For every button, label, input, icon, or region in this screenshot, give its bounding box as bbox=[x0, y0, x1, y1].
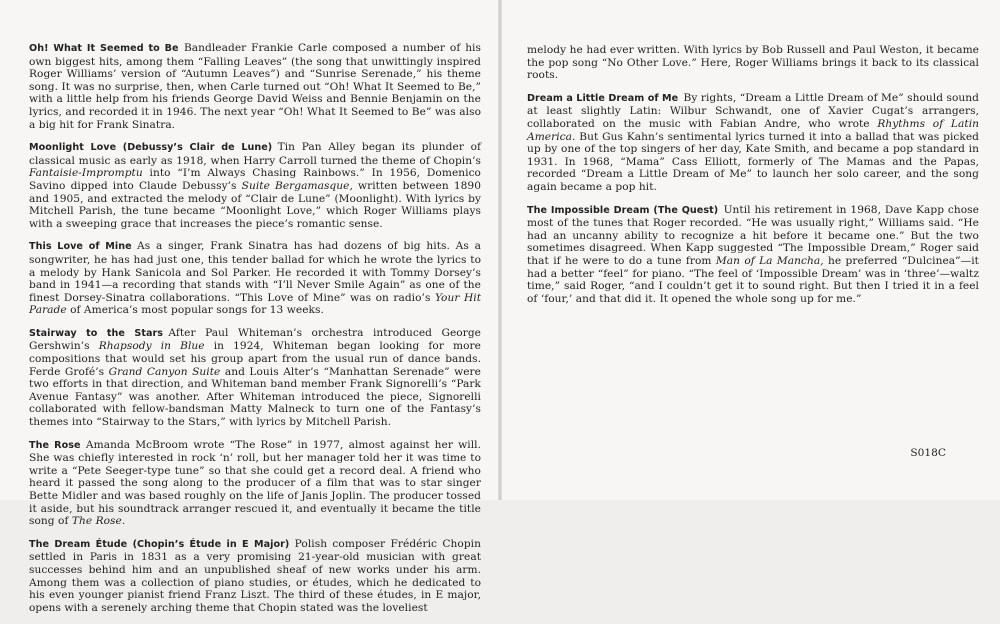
italic-text: Suite Bergamasque, bbox=[241, 179, 353, 192]
italic-text: Grand Canyon Suite bbox=[108, 365, 221, 378]
song-title: Oh! What It Seemed to Be bbox=[29, 43, 179, 54]
note-text: melody he had ever written. With lyrics by Bob Russell and Paul Weston, it became the pop song “No Other Love.” Here, Roger Williams brings it back to its classical roots. bbox=[527, 44, 979, 82]
song-note bbox=[29, 439, 481, 528]
italic-text: Fantaisie-Impromptu bbox=[29, 167, 143, 180]
note-text: in 1924, Whiteman began looking for more compositions that would set his group apart from the usual run of dance bands. Ferde Grofé’s bbox=[29, 340, 481, 378]
note-text: Bandleader Frankie Carle composed a number of his own biggest hits, among them “Falling Leaves” (the song that unwittingly inspired Roger Williams’ version of “Autumn Leaves”) and “Sunrise Serenade,” his theme song. It was no surprise, then, when Carle turned out “Oh! What It Seemed to Be,” with a little help from his friends George David Weiss and Bennie Benjamin on the lyrics, and recorded it in 1946. The next year “Oh! What It Seemed to Be” was also a big hit for Frank Sinatra. bbox=[29, 42, 481, 131]
note-text: of America’s most popular songs for 13 weeks. bbox=[66, 304, 324, 317]
note-text: Polish composer Frédéric Chopin settled in Paris in 1831 as a very promising 21-year-old musician with great successes behind him and an unpublished sheaf of new works under his arm. Among them was a collection of piano studies, or études, which he dedicated to his even younger pianist friend Franz Liszt. The third of these études, in E major, opens with a serenely arching theme that Chopin stated was the loveliest bbox=[29, 537, 481, 614]
song-note bbox=[29, 141, 481, 230]
song-note bbox=[29, 327, 481, 429]
note-text: and Louis Alter’s “Manhattan Serenade” were two efforts in that direction, and Whiteman band member Frank Signorelli’s “Park Avenue Fantasy” was another. After Whiteman introduced the piece, Signorelli collaborated with fellow-bandsman Matty Malneck to turn one of the Fantasy’s themes into “Stairway to the Stars,” with lyrics by Mitchell Parish. bbox=[29, 365, 481, 429]
song-note bbox=[527, 204, 979, 306]
left-column bbox=[29, 42, 481, 624]
left-page bbox=[0, 0, 498, 614]
song-note bbox=[29, 538, 481, 615]
italic-text: Rhapsody in Blue bbox=[98, 340, 205, 353]
note-text: But Gus Kahn’s sentimental lyrics turned it into a ballad that was picked up by one of the top singers of her day, Kate Smith, and became a pop standard in 1931. In 1968, “Mama” Cass Elliott, formerly of The Mamas and the Papas, recorded “Dream a Little Dream of Me” to launch her solo career, and the song again became a pop hit. bbox=[527, 130, 979, 193]
song-title: Moonlight Love (Debussy’s Clair de Lune) bbox=[29, 142, 273, 154]
note-text: By rights, “Dream a Little Dream of Me” should sound at least slightly Latin: Wilbur Schwandt, one of Xavier Cugat’s arrangers, collaborated on the music with Fabian Andre, who wrote bbox=[527, 91, 979, 130]
song-note bbox=[29, 240, 481, 317]
song-title: The Dream Étude (Chopin’s Étude in E Major) bbox=[29, 538, 290, 550]
note-text: Amanda McBroom wrote “The Rose” in 1977, almost against her will. She was chiefly interested in rock ‘n’ roll, but her manager told her it was time to write a “Pete Seeger-type tune” so that she could get a record deal. A friend who heard it passed the song along to the producer of a film that was to star singer Bette Midler and was based roughly on the life of Janis Joplin. The producer tossed it aside, but his soundtrack arranger rescued it, and eventually it became the title song of bbox=[29, 438, 481, 528]
note-text: into “I’m Always Chasing Rainbows.” In 1956, Domenico Savino dipped into Claude Debussy’s bbox=[29, 167, 481, 192]
song-note bbox=[29, 42, 481, 131]
song-title: The Rose bbox=[29, 439, 81, 451]
note-text: Until his retirement in 1968, Dave Kapp chose most of the tunes that Roger recorded. “He was usually right,” Williams said. “He had an uncanny ability to recognize a hit before it became one.” But the two sometimes disagreed. When Kapp suggested “The Impossible Dream,” Roger said that if he were to do a tune from bbox=[527, 203, 979, 267]
note-text: Tin Pan Alley began its plunder of classical music as early as 1918, when Harry Carroll turned the theme of Chopin’s bbox=[29, 141, 482, 167]
song-title: The Impossible Dream (The Quest) bbox=[527, 204, 719, 216]
song-note bbox=[527, 44, 979, 82]
note-text: After Paul Whiteman’s orchestra introduced George Gershwin’s bbox=[29, 326, 481, 353]
right-column bbox=[527, 44, 979, 315]
italic-text: Man of La Mancha, bbox=[715, 254, 824, 267]
italic-text: The Rose. bbox=[71, 515, 126, 528]
italic-text: Rhythms of Latin America. bbox=[527, 117, 980, 143]
italic-text: Your Hit Parade bbox=[29, 291, 481, 317]
song-title: Dream a Little Dream of Me bbox=[527, 92, 679, 104]
song-title: Stairway to the Stars bbox=[29, 327, 164, 339]
note-text: he preferred “Dulcinea”—it had a better “feel” for piano. “The feel of ‘Impossible Dream’ was in ‘three’—waltz time,” said Roger, “and I couldn’t get it to sound right. But then I tried it in a feel of ‘four,’ and that did it. It opened the whole song up for me.” bbox=[527, 254, 979, 305]
note-text: written between 1890 and 1905, and extracted the melody of “Clair de Lune” (Moonlight). With lyrics by Mitchell Parish, the tune became “Moonlight Love,” which Roger Williams plays with a sweeping grace that increases the piece’s romantic sense. bbox=[29, 179, 481, 230]
catalog-code: S018C bbox=[910, 447, 946, 459]
note-text: As a singer, Frank Sinatra has had dozens of big hits. As a songwriter, he has had just one, this tender ballad for which he wrote the lyrics to a melody by Hank Sanicola and Sol Parker. He recorded it with Tommy Dorsey’s band in 1941—a recording that stands with “I’ll Never Smile Again” as one of the finest Dorsey-Sinatra collaborations. “This Love of Mine” was on radio’s bbox=[29, 240, 481, 304]
song-title: This Love of Mine bbox=[29, 241, 132, 253]
song-note bbox=[527, 92, 979, 194]
right-page bbox=[502, 0, 1000, 500]
